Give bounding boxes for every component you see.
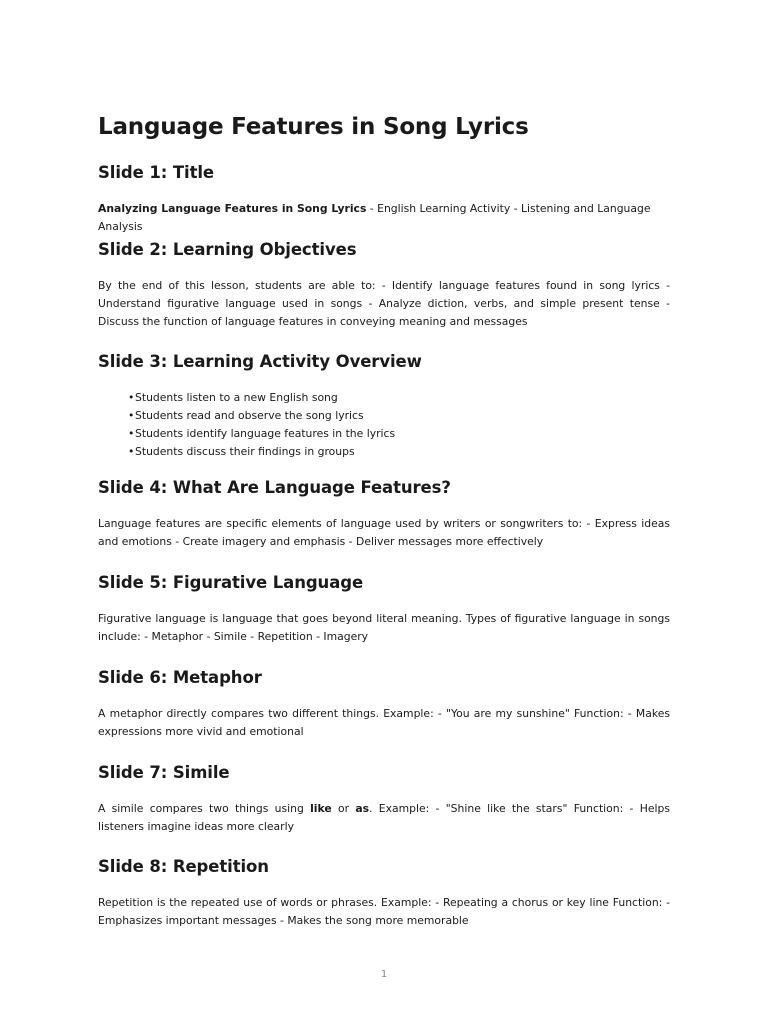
slide-4-text: Language features are specific elements of language used by writers or songwriters to: - Express ideas and emotions - Create imagery and emphasis - Deliver messages more effectively bbox=[98, 517, 670, 548]
page-number: 1 bbox=[380, 969, 388, 980]
section-slide-5 bbox=[98, 572, 670, 646]
list-item: • Students listen to a new English song bbox=[128, 389, 670, 407]
slide-3-heading: Slide 3: Learning Activity Overview bbox=[98, 352, 422, 371]
slide-7-bold-like: like bbox=[310, 802, 332, 815]
slide-6-text: A metaphor directly compares two different things. Example: - "You are my sunshine" Function: - Makes expressions more vivid and emotional bbox=[98, 707, 670, 738]
list-item: • Students read and observe the song lyrics bbox=[128, 407, 670, 425]
section-slide-4 bbox=[98, 477, 670, 551]
slide-2-text: By the end of this lesson, students are able to: - Identify language features found in song lyrics - Understand figurative language used in songs - Analyze diction, verbs, and simple present tense - Discuss the function of language features in conveying meaning and messages bbox=[98, 279, 670, 328]
list-item: • Students identify language features in the lyrics bbox=[128, 425, 670, 443]
slide-7-heading: Slide 7: Simile bbox=[98, 763, 230, 782]
section-slide-8 bbox=[98, 856, 670, 930]
slide-1-rest: - English Learning Activity - Listening and Language Analysis bbox=[98, 202, 651, 233]
slide-1-text bbox=[98, 200, 670, 236]
slide-1-bold-lead: Analyzing Language Features in Song Lyrics bbox=[98, 202, 367, 215]
slide-7-bold-as: as bbox=[355, 802, 370, 815]
slide-6-heading: Slide 6: Metaphor bbox=[98, 668, 262, 687]
document-title: Language Features in Song Lyrics bbox=[98, 114, 529, 140]
slide-5-heading: Slide 5: Figurative Language bbox=[98, 573, 364, 592]
section-slide-7 bbox=[98, 762, 670, 836]
slide-5-text: Figurative language is language that goes beyond literal meaning. Types of figurative language in songs include: - Metaphor - Simile - Repetition - Imagery bbox=[98, 612, 670, 643]
slide-3-bullet-list bbox=[98, 389, 670, 461]
slide-8-heading: Slide 8: Repetition bbox=[98, 857, 269, 876]
slide-8-text: Repetition is the repeated use of words or phrases. Example: - Repeating a chorus or key line Function: - Emphasizes important messages - Makes the song more memorable bbox=[98, 896, 670, 927]
slide-2-heading: Slide 2: Learning Objectives bbox=[98, 240, 357, 259]
section-slide-2 bbox=[98, 239, 670, 331]
section-slide-6 bbox=[98, 667, 670, 741]
section-slide-3 bbox=[98, 351, 670, 461]
list-item: • Students discuss their findings in groups bbox=[128, 443, 670, 461]
slide-7-text: A simile compares two things using like or as. Example: - "Shine like the stars" Function: - Helps listeners imagine ideas more clearly bbox=[98, 802, 670, 833]
slide-1-heading: Slide 1: Title bbox=[98, 163, 215, 182]
section-slide-1 bbox=[98, 162, 670, 236]
slide-4-heading: Slide 4: What Are Language Features? bbox=[98, 478, 451, 497]
